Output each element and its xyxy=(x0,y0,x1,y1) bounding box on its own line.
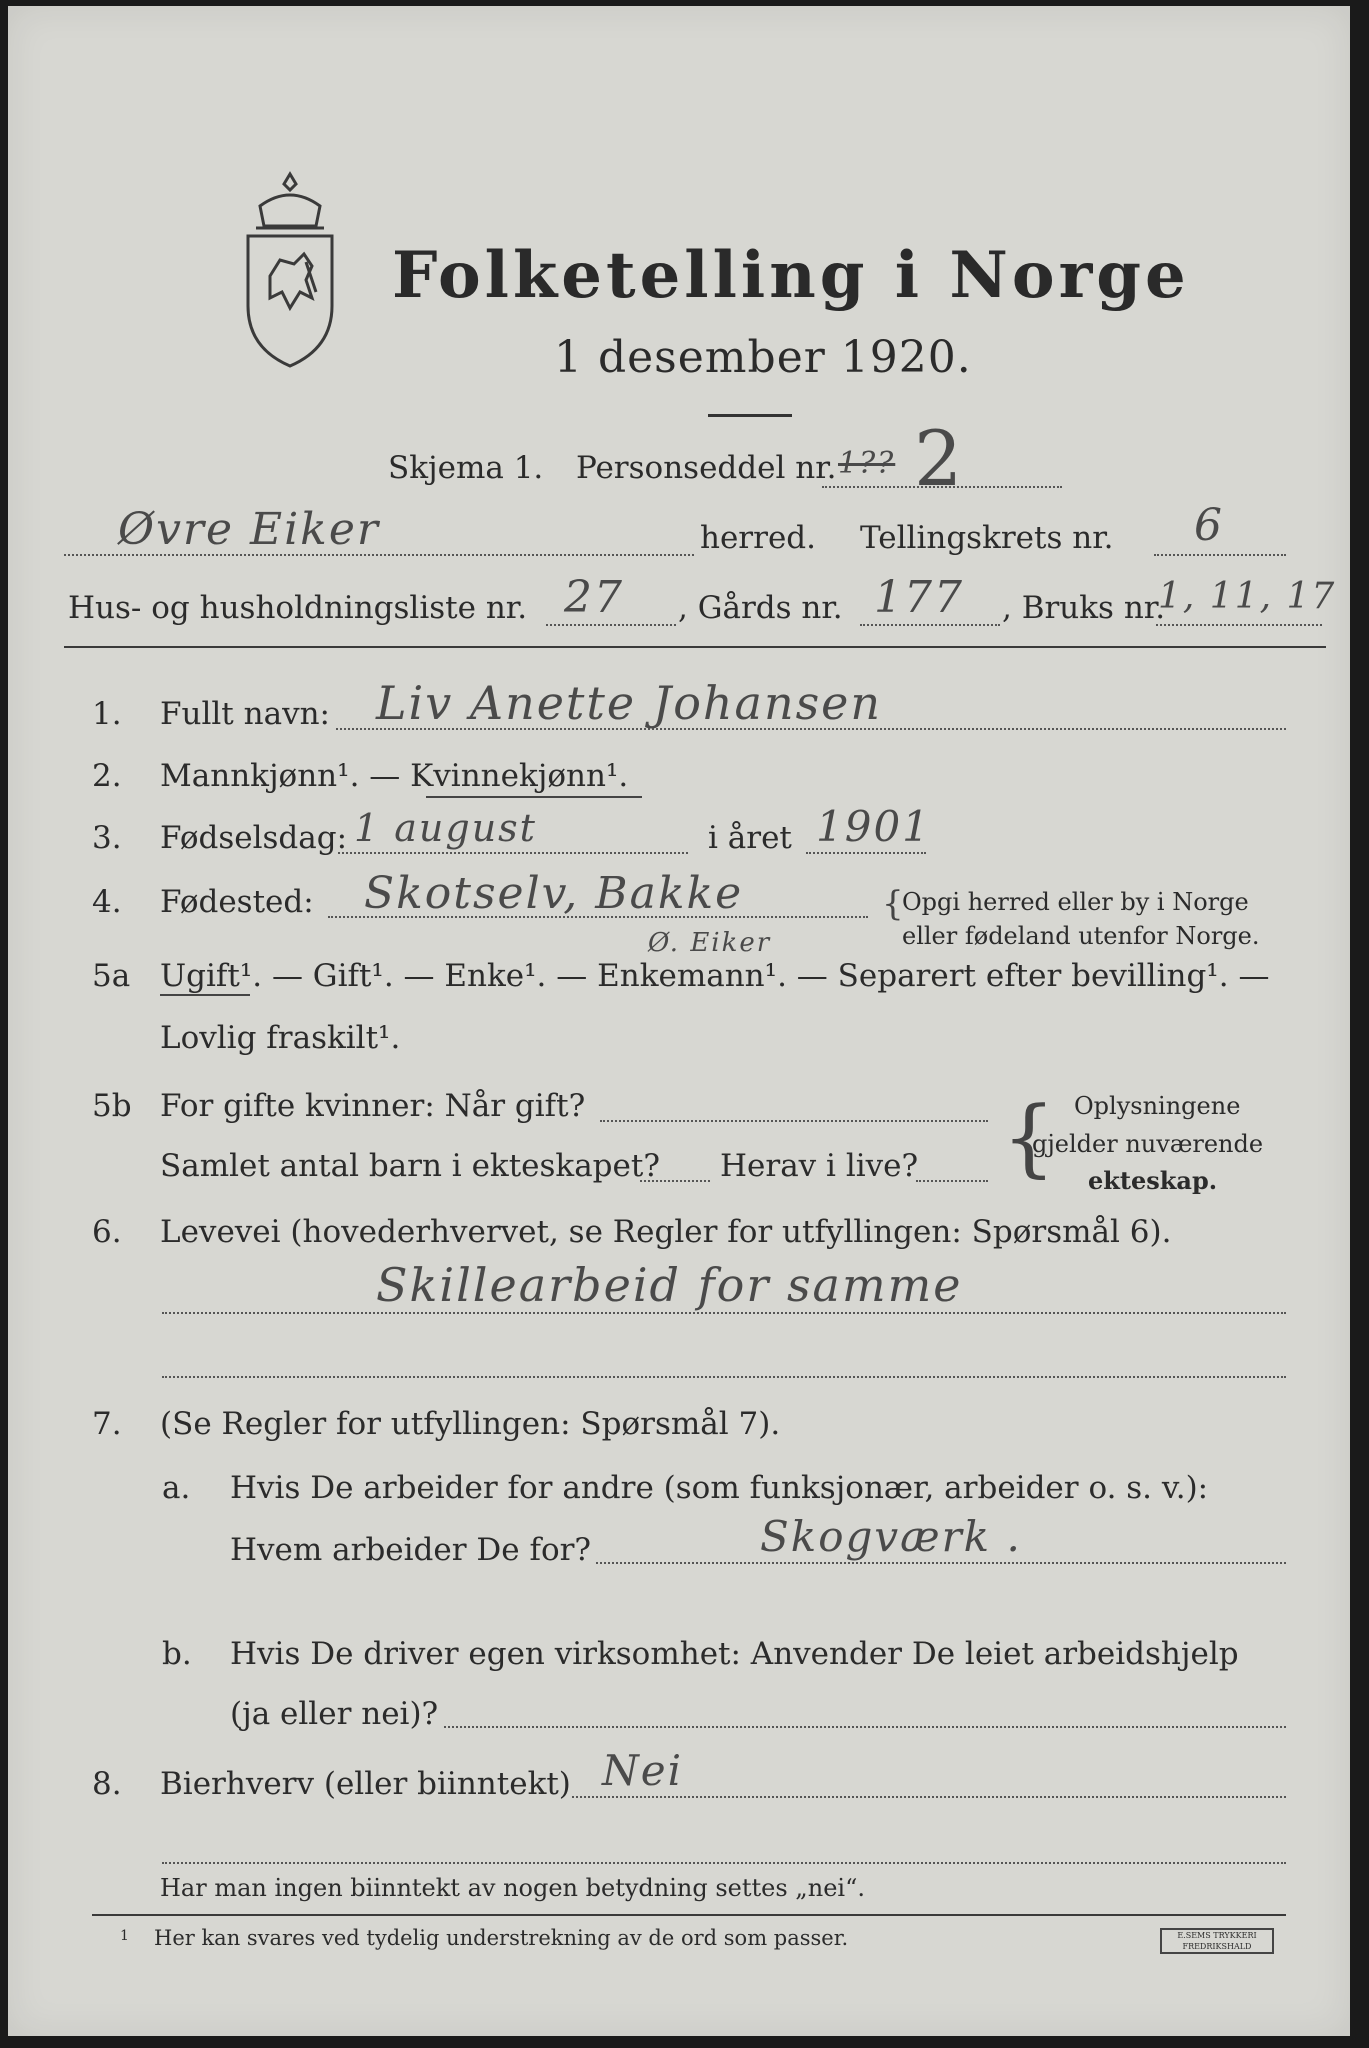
hus-value: 27 xyxy=(564,572,624,623)
q4-label: Fødested: xyxy=(160,884,314,920)
title-divider xyxy=(708,414,792,417)
footnote-text: Her kan svares ved tydelig understrekning av de ord som passer. xyxy=(154,1926,849,1950)
q8-line xyxy=(572,1796,1286,1798)
q7b-line xyxy=(444,1726,1286,1728)
q3-year-label: i året xyxy=(708,820,792,856)
footnote-number: 1 xyxy=(120,1928,129,1944)
q5b-note-3: ekteskap. xyxy=(1088,1166,1218,1195)
q4-note-1: Opgi herred eller by i Norge xyxy=(902,888,1249,916)
personseddel-label: Personseddel nr. xyxy=(576,450,837,486)
footer-rule xyxy=(92,1914,1286,1916)
q7a-value: Skogværk . xyxy=(760,1512,1022,1561)
q4-note-brace: { xyxy=(882,884,904,924)
q5b-line-3 xyxy=(916,1180,988,1182)
q4-note-2: eller fødeland utenfor Norge. xyxy=(902,922,1260,950)
gards-value: 177 xyxy=(874,572,964,623)
q3-line xyxy=(338,852,688,854)
q2-number: 2. xyxy=(92,758,122,794)
q5a-underline xyxy=(160,994,250,996)
krets-line xyxy=(1154,554,1286,556)
q7-number: 7. xyxy=(92,1406,122,1442)
hus-line xyxy=(546,624,676,626)
q5a-text: Ugift¹. — Gift¹. — Enke¹. — Enkemann¹. — Separert efter bevilling¹. — xyxy=(160,958,1270,994)
q5a-text-2: Lovlig fraskilt¹. xyxy=(160,1020,401,1056)
q4-value: Skotselv, Bakke xyxy=(364,868,744,919)
q5b-note-2: gjelder nuværende xyxy=(1032,1130,1264,1158)
q6-label: Levevei (hovederhvervet, se Regler for utfyllingen: Spørsmål 6). xyxy=(160,1214,1172,1250)
q5b-number: 5b xyxy=(92,1088,132,1124)
q3-label: Fødselsdag: xyxy=(160,820,348,856)
krets-label: Tellingskrets nr. xyxy=(860,520,1114,556)
header-rule xyxy=(64,646,1326,648)
herred-label: herred. xyxy=(700,520,816,556)
q7b-letter: b. xyxy=(162,1636,192,1672)
q5b-label-3: Herav i live? xyxy=(720,1148,919,1184)
q8-value: Nei xyxy=(602,1746,684,1795)
census-date: 1 desember 1920. xyxy=(554,332,972,383)
q6-number: 6. xyxy=(92,1214,122,1250)
q7a-text-2: Hvem arbeider De for? xyxy=(230,1532,592,1568)
q7-label: (Se Regler for utfyllingen: Spørsmål 7). xyxy=(160,1406,781,1442)
q7a-line xyxy=(596,1562,1286,1564)
gards-label: , Gårds nr. xyxy=(678,590,843,626)
q6-line-1 xyxy=(162,1312,1286,1314)
bruks-line xyxy=(1156,624,1322,626)
printer-stamp: E.SEMS TRYKKERI FREDRIKSHALD xyxy=(1160,1928,1274,1954)
q2-underline xyxy=(426,796,642,798)
q7a-letter: a. xyxy=(162,1470,191,1506)
q7b-text: Hvis De driver egen virksomhet: Anvender De leiet arbeidshjelp xyxy=(230,1636,1239,1672)
krets-value: 6 xyxy=(1194,500,1224,551)
q5b-note-1: Oplysningene xyxy=(1074,1092,1241,1120)
q5b-line-2 xyxy=(640,1180,710,1182)
q5b-label-1: For gifte kvinner: Når gift? xyxy=(160,1088,586,1124)
bruks-label: , Bruks nr. xyxy=(1002,590,1166,626)
personseddel-crossed: 1?? xyxy=(838,446,896,481)
form-title: Folketelling i Norge xyxy=(392,238,1190,313)
q1-number: 1. xyxy=(92,696,122,732)
herred-value: Øvre Eiker xyxy=(118,504,380,555)
q5b-label-2: Samlet antal barn i ekteskapet? xyxy=(160,1148,660,1184)
q3-value: 1 august xyxy=(354,806,537,850)
q8-number: 8. xyxy=(92,1766,122,1802)
q8-line-2 xyxy=(162,1862,1286,1864)
hus-label: Hus- og husholdningsliste nr. xyxy=(68,590,528,626)
q3-number: 3. xyxy=(92,820,122,856)
q8-label: Bierhverv (eller biinntekt) xyxy=(160,1766,571,1802)
q3-year-value: 1901 xyxy=(816,802,931,851)
q1-value: Liv Anette Johansen xyxy=(376,676,883,730)
q5b-note-brace: { xyxy=(1002,1088,1056,1186)
q6-value: Skillearbeid for samme xyxy=(376,1258,963,1312)
q5a-number: 5a xyxy=(92,958,131,994)
q7a-text: Hvis De arbeider for andre (som funksjonær, arbeider o. s. v.): xyxy=(230,1470,1209,1506)
bruks-value: 1, 11, 17 xyxy=(1158,576,1337,617)
personseddel-value: 2 xyxy=(914,414,965,503)
q4-number: 4. xyxy=(92,884,122,920)
schema-label: Skjema 1. xyxy=(388,450,544,486)
q5b-line-1 xyxy=(600,1120,988,1122)
census-form xyxy=(8,6,1350,2036)
q4-value-2: Ø. Eiker xyxy=(648,928,772,958)
q3-year-line xyxy=(806,852,926,854)
q8-note: Har man ingen biinntekt av nogen betydning settes „nei“. xyxy=(160,1874,865,1902)
q1-label: Fullt navn: xyxy=(160,696,330,732)
gards-line xyxy=(860,624,1000,626)
coat-of-arms-icon xyxy=(230,166,350,376)
q7b-text-2: (ja eller nei)? xyxy=(230,1696,439,1732)
q6-line-2 xyxy=(162,1376,1286,1378)
q2-text: Mannkjønn¹. — Kvinnekjønn¹. xyxy=(160,758,629,794)
